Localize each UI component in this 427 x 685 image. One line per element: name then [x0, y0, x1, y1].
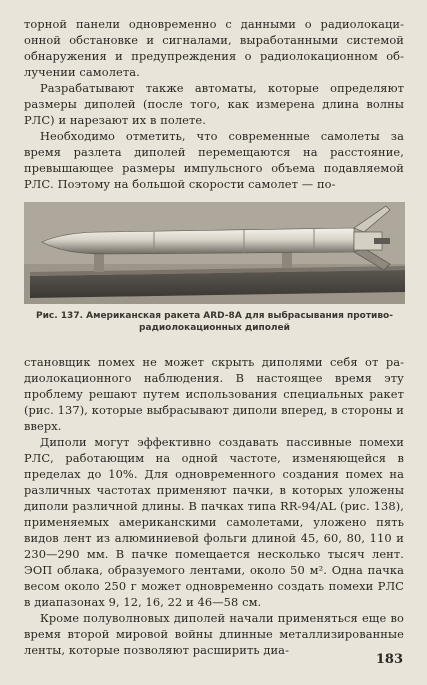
page-number: 183 — [375, 652, 403, 667]
text-block-bottom — [24, 354, 404, 658]
paragraph: становщик помех не может скрыть диполями себя от радиолокационного наблюдения. В настоящее время эту проблему решают путем использования специальных ракет (рис. 137), которые выбрасывают диполи вперед, в стороны и вверх. — [24, 355, 404, 433]
rocket-photo — [24, 202, 405, 304]
paragraph: Необходимо отметить, что современные самолеты за время разлета диполей перемещаются на расстояние, превышающее размеры импульсного объема подавляемой РЛС. Поэтому на большой скорости самолет — по- — [24, 129, 404, 191]
paragraph: Диполи могут эффективно создавать пассивные помехи РЛС, работающим на одной частоте, изменяющейся в пределах до 10%. Для одновременного создания помех на различных частотах применяют пачки, в которых уложены диполи различной длины. В пачках типа RR-94/AL (рис. 138), применяемых американскими самолетами, уложено пять видов лент из алюминиевой фольги длиной 45, 60, 80, 110 и 230—290 мм. В пачке помещается несколько тысяч лент. ЭОП облака, образуемого лентами, около 50 м². Одна пачка весом около 250 г может одновременно создать помехи РЛС в диапазонах 9, 12, 16, 22 и 46—58 см. — [24, 435, 404, 609]
paragraph: Кроме полуволновых диполей начали применяться еще во время второй мировой войны длинные металлизированные ленты, которые позволяют расширить диа- — [24, 611, 404, 657]
paragraph: Разрабатывают также автоматы, которые определяют размеры диполей (после того, как измерена длина волны РЛС) и нарезают их в полете. — [24, 81, 404, 127]
text-block-top — [24, 16, 404, 192]
paragraph: торной панели одновременно с данными о радиолокационной обстановке и сигналами, выработанными системой обнаружения и предупреждения о радиолокационном облучении самолета. — [24, 17, 404, 79]
figure-caption: Рис. 137. Американская ракета ARD-8A для выбрасывания противорадиолокационных диполей — [36, 311, 393, 333]
rocket-illustration — [24, 202, 405, 304]
